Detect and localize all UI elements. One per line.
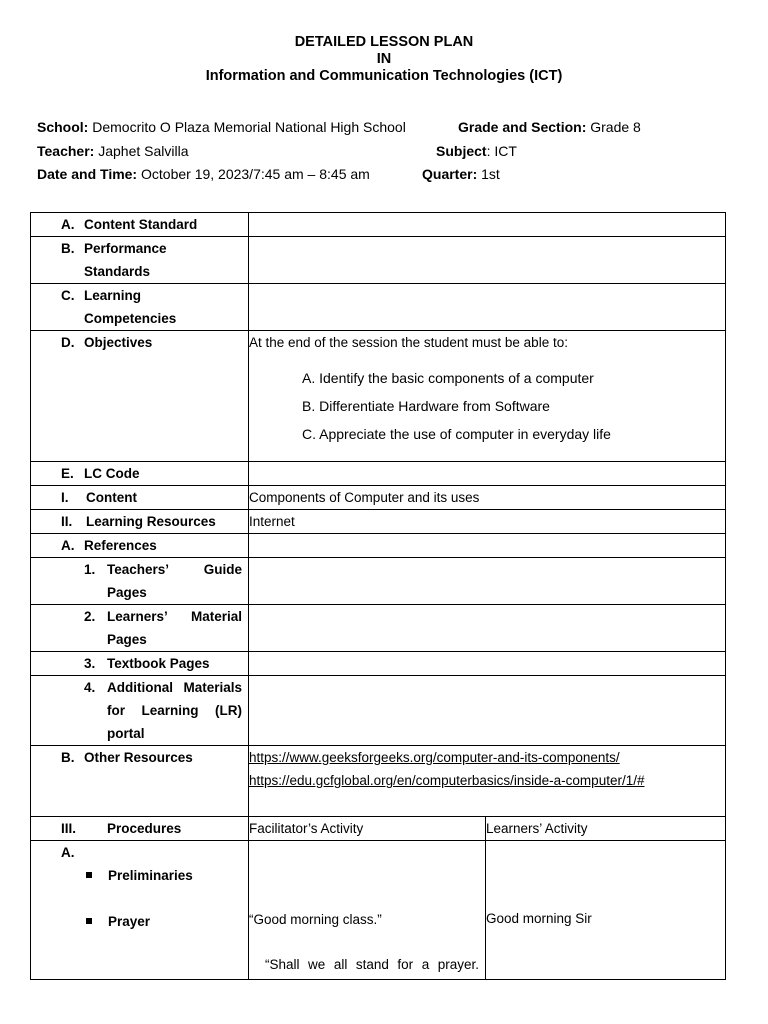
content-standard-cell <box>31 213 249 237</box>
lc-code-cell <box>31 462 249 486</box>
row-number: A. <box>61 217 75 232</box>
row-number: E. <box>61 466 74 481</box>
row-label: Performance <box>84 241 167 256</box>
facilitator-activity-cell <box>249 841 486 980</box>
other-resources-cell <box>31 746 249 817</box>
bullet-icon <box>86 872 92 878</box>
empty-value-cell <box>249 213 726 237</box>
table-row <box>31 558 726 605</box>
lesson-plan-table <box>30 212 726 980</box>
bullet-icon <box>86 918 92 924</box>
teacher-label: Teacher: <box>37 143 95 159</box>
row-label: Teachers’ Guide <box>107 562 242 577</box>
quarter-label: Quarter: <box>422 166 478 182</box>
row-number: 3. <box>84 656 96 671</box>
table-row <box>31 510 726 534</box>
row-label-cont: portal <box>107 726 145 741</box>
date-label: Date and Time: <box>37 166 138 182</box>
empty-value-cell <box>249 284 726 331</box>
objectives-value-cell <box>249 331 726 462</box>
row-label-cont: Pages <box>107 585 147 600</box>
content-cell <box>31 486 249 510</box>
facilitator-prayer: “Shall we all stand for a prayer. <box>265 957 479 972</box>
row-label: Additional Materials <box>107 680 242 695</box>
empty-value-cell <box>249 237 726 284</box>
facilitator-header: Facilitator’s Activity <box>249 817 486 841</box>
grade-value: Grade 8 <box>590 119 641 135</box>
preliminaries-label: Preliminaries <box>108 868 193 883</box>
grade-label: Grade and Section: <box>458 119 587 135</box>
table-row <box>31 605 726 652</box>
learner-greeting: Good morning Sir <box>486 911 592 926</box>
learners-material-cell <box>31 605 249 652</box>
objective-text: Differentiate Hardware from Software <box>319 398 550 414</box>
school-label: School: <box>37 119 89 135</box>
grade-info <box>458 119 641 135</box>
row-label: Content Standard <box>84 217 198 232</box>
objective-letter: C. <box>302 426 316 442</box>
table-row <box>31 237 726 284</box>
quarter-value: 1st <box>481 166 500 182</box>
table-row <box>31 486 726 510</box>
date-info <box>37 166 370 182</box>
date-value: October 19, 2023/7:45 am – 8:45 am <box>141 166 370 182</box>
row-label: Objectives <box>84 335 153 350</box>
learning-resources-cell <box>31 510 249 534</box>
additional-materials-cell <box>31 676 249 746</box>
row-number: A. <box>61 845 75 860</box>
teacher-value: Japhet Salvilla <box>98 143 189 159</box>
learning-resources-value: Internet <box>249 510 726 534</box>
row-label: Learning Resources <box>86 514 216 529</box>
list-item <box>249 392 725 420</box>
objectives-intro: At the end of the session the student must be able to: <box>249 335 568 350</box>
table-row <box>31 841 726 980</box>
row-label: LC Code <box>84 466 140 481</box>
resource-link-gcfglobal[interactable]: https://edu.gcfglobal.org/en/computerbasics/inside-a-computer/1/# <box>249 773 645 788</box>
learners-activity-cell <box>486 841 726 980</box>
table-row <box>31 676 726 746</box>
empty-value-cell <box>249 652 726 676</box>
subject-info <box>436 143 517 159</box>
objectives-cell <box>31 331 249 462</box>
preliminaries-cell <box>31 841 249 980</box>
row-label: Learners’ Material <box>107 609 242 624</box>
row-number: B. <box>61 750 75 765</box>
learners-header: Learners’ Activity <box>486 817 726 841</box>
row-label-cont: Standards <box>84 264 151 279</box>
table-row <box>31 331 726 462</box>
row-label: Learning <box>84 288 142 303</box>
row-number: 1. <box>84 562 96 577</box>
row-label: Content <box>86 490 137 505</box>
row-label-cont: for Learning (LR) <box>107 703 242 718</box>
table-row <box>31 213 726 237</box>
list-item <box>249 420 725 448</box>
quarter-info <box>422 166 500 182</box>
row-number: I. <box>61 490 69 505</box>
content-value: Components of Computer and its uses <box>249 486 726 510</box>
procedures-cell <box>31 817 249 841</box>
objective-text: Identify the basic components of a computer <box>319 370 594 386</box>
references-cell <box>31 534 249 558</box>
doc-title: DETAILED LESSON PLAN <box>294 34 474 50</box>
resource-link-geeksforgeeks[interactable]: https://www.geeksforgeeks.org/computer-and-its-components/ <box>249 750 620 765</box>
objective-letter: A. <box>302 370 316 386</box>
row-label: Other Resources <box>84 750 193 765</box>
empty-value-cell <box>249 605 726 652</box>
row-number: 2. <box>84 609 96 624</box>
table-row <box>31 652 726 676</box>
row-number: II. <box>61 514 73 529</box>
school-info <box>37 119 406 135</box>
row-label-cont: Competencies <box>84 311 177 326</box>
row-label: Textbook Pages <box>107 656 210 671</box>
list-item <box>249 364 725 392</box>
empty-value-cell <box>249 558 726 605</box>
facilitator-greeting: “Good morning class.” <box>249 912 382 927</box>
table-row <box>31 817 726 841</box>
doc-title-in: IN <box>376 51 392 67</box>
empty-value-cell <box>249 534 726 558</box>
list-item <box>31 910 248 933</box>
row-number: B. <box>61 241 75 256</box>
row-number: 4. <box>84 680 96 695</box>
row-label: Procedures <box>107 821 182 836</box>
objective-text: Appreciate the use of computer in everyday life <box>319 426 611 442</box>
doc-subject-title: Information and Communication Technologies (ICT) <box>205 68 563 84</box>
textbook-cell <box>31 652 249 676</box>
objectives-list <box>249 364 725 448</box>
row-number: A. <box>61 538 75 553</box>
subject-value: : ICT <box>486 143 517 159</box>
table-row <box>31 462 726 486</box>
row-label: References <box>84 538 157 553</box>
table-row <box>31 746 726 817</box>
row-label-cont: Pages <box>107 632 147 647</box>
empty-value-cell <box>249 676 726 746</box>
row-number: C. <box>61 288 75 303</box>
subject-label: Subject <box>436 143 487 159</box>
objective-letter: B. <box>302 398 316 414</box>
learning-competencies-cell <box>31 284 249 331</box>
performance-standards-cell <box>31 237 249 284</box>
row-number: III. <box>61 821 77 836</box>
other-resources-value-cell <box>249 746 726 817</box>
empty-value-cell <box>249 462 726 486</box>
table-row <box>31 534 726 558</box>
school-value: Democrito O Plaza Memorial National High School <box>92 119 406 135</box>
row-number: D. <box>61 335 75 350</box>
teachers-guide-cell <box>31 558 249 605</box>
list-item <box>31 864 248 887</box>
teacher-info <box>37 143 189 159</box>
prayer-label: Prayer <box>108 914 151 929</box>
table-row <box>31 284 726 331</box>
